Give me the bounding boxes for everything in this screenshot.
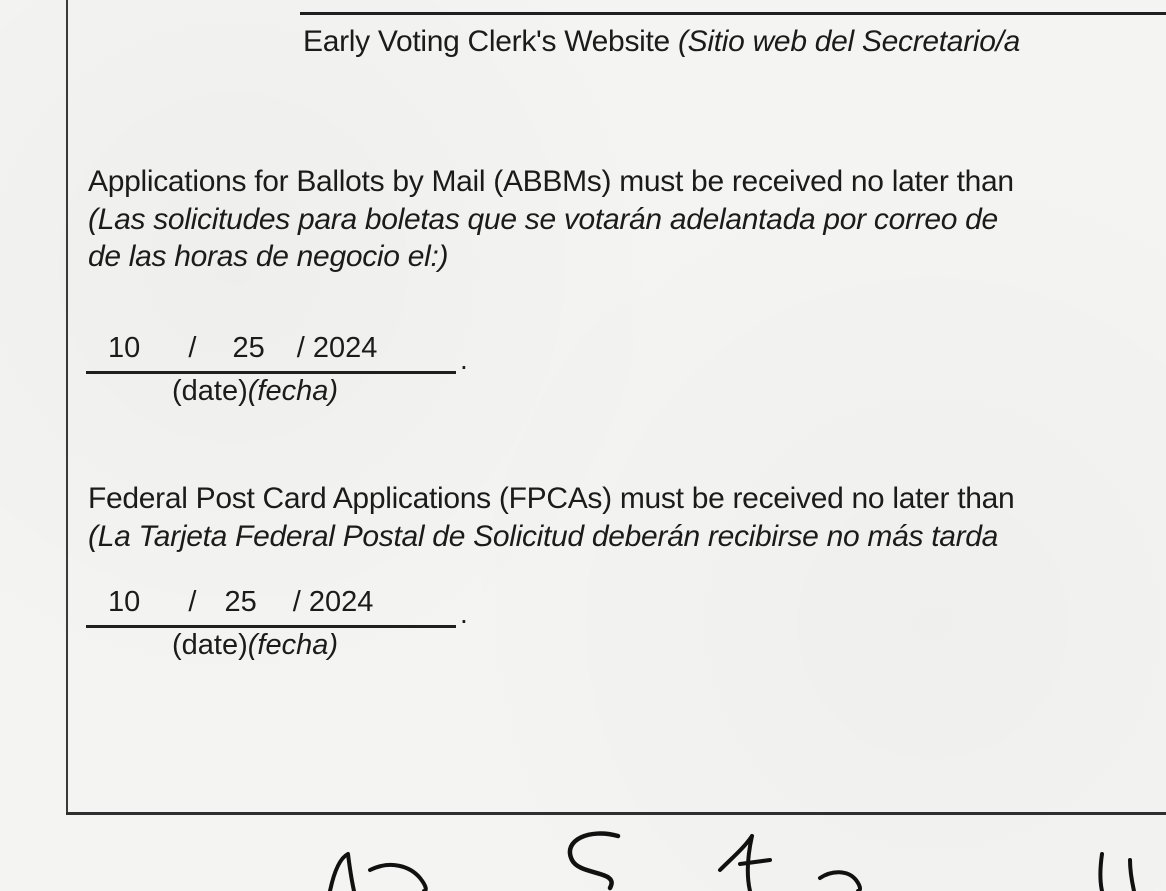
abbm-date-separator: / — [296, 332, 305, 364]
website-entry-line — [300, 12, 1166, 15]
form-border-bottom — [66, 812, 1166, 815]
abbm-deadline-text-es-cont: de las horas de negocio el:) — [88, 240, 449, 273]
abbm-date-month: 10 — [108, 332, 141, 364]
fpca-date-caption: (date)(fecha) — [172, 629, 339, 661]
abbm-deadline-text-es: (Las solicitudes para boletas que se votarán adelantada por correo de — [88, 203, 998, 236]
abbm-date-caption: (date)(fecha) — [172, 375, 339, 407]
fpca-date-day: 25 — [224, 586, 257, 618]
abbm-date-year: 2024 — [312, 332, 378, 364]
fpca-date-year: 2024 — [308, 586, 374, 618]
website-label — [303, 25, 1020, 59]
fpca-date-period: . — [460, 598, 468, 629]
abbm-deadline-text-en: Applications for Ballots by Mail (ABBMs) must be received no later than — [88, 165, 1014, 198]
abbm-date-separator: / — [188, 332, 197, 364]
website-label-es: (Sitio web del Secretario/a — [677, 25, 1021, 58]
fpca-date-month: 10 — [108, 586, 141, 618]
fpca-deadline-text-en: Federal Post Card Applications (FPCAs) must be received no later than — [88, 482, 1015, 515]
fpca-date-separator: / — [292, 586, 301, 618]
abbm-date-values — [108, 332, 377, 365]
fpca-date-separator: / — [188, 586, 197, 618]
abbm-date-period: . — [460, 344, 468, 375]
fpca-date-underline — [86, 625, 456, 628]
abbm-date-underline — [86, 371, 456, 374]
website-label-en: Early Voting Clerk's Website — [303, 25, 670, 58]
abbm-date-day: 25 — [232, 332, 265, 364]
fpca-deadline-text-es: (La Tarjeta Federal Postal de Solicitud deberán recibirse no más tarda — [88, 520, 999, 553]
handwritten-signature — [300, 830, 1166, 891]
fpca-date-values — [108, 586, 373, 619]
form-border-left — [66, 0, 68, 814]
